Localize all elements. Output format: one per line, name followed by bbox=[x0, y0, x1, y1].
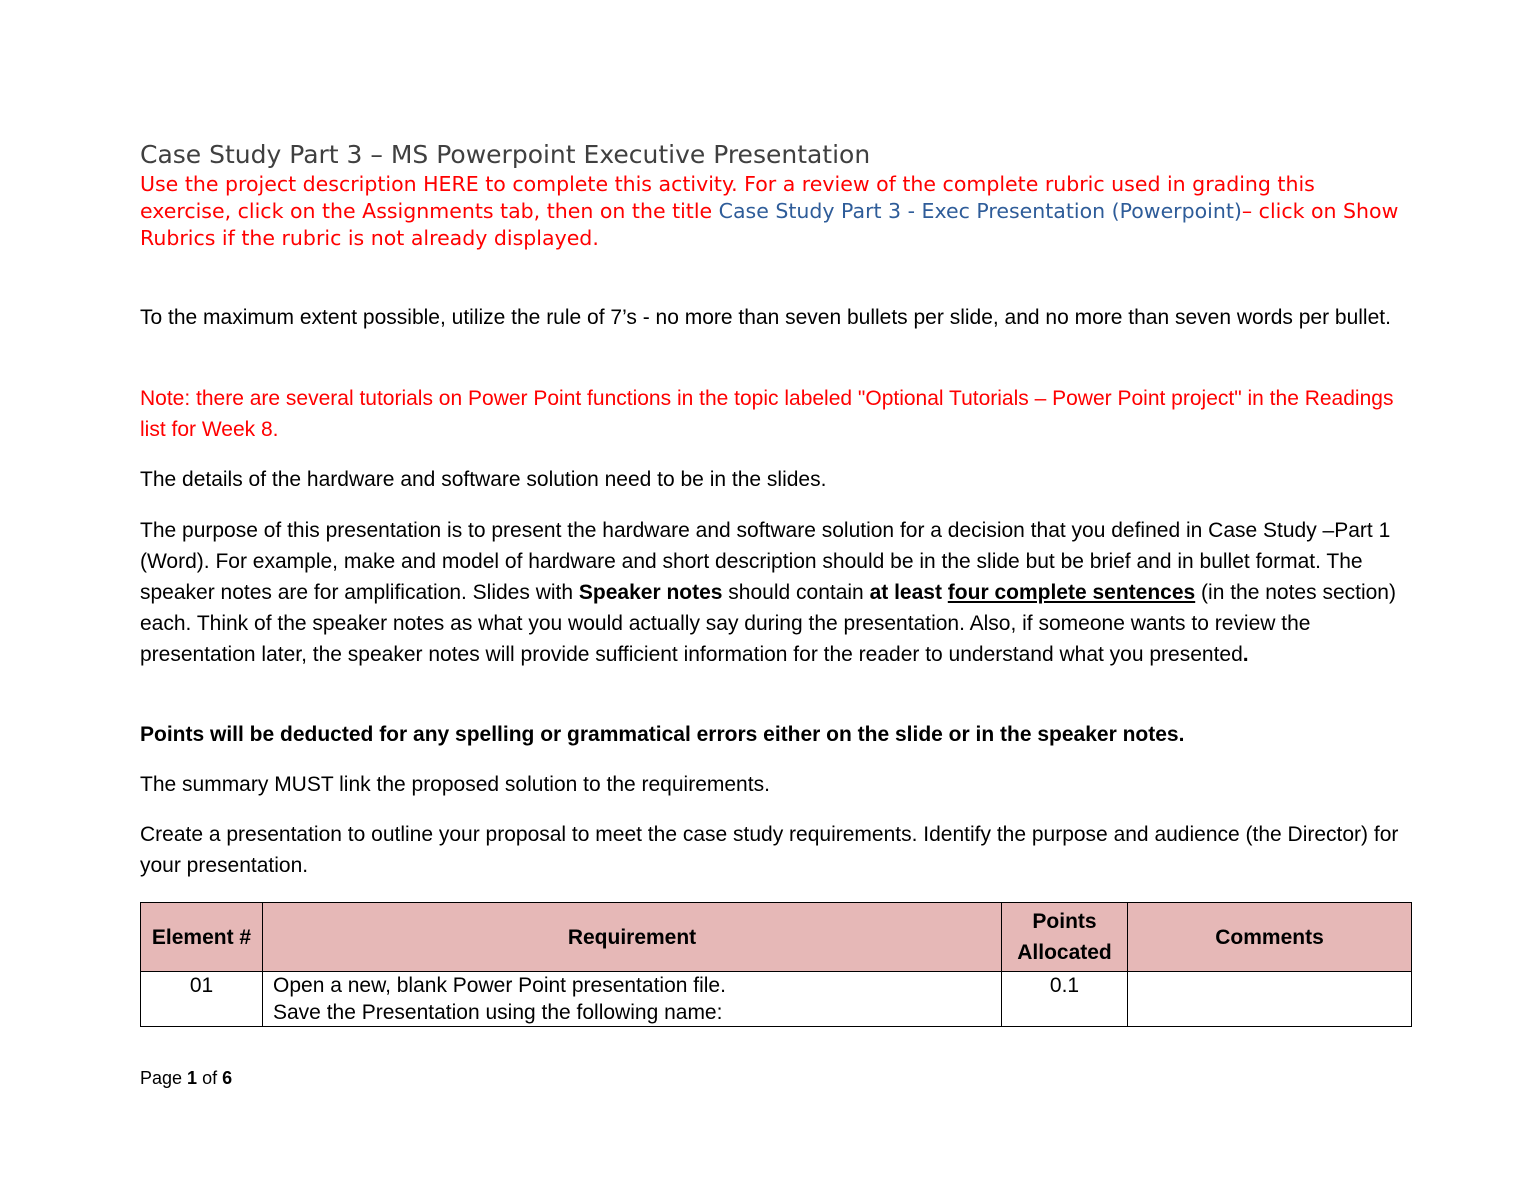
header-comments: Comments bbox=[1128, 903, 1412, 972]
page-total: 6 bbox=[222, 1068, 233, 1088]
intro-text-part1: Use the project description HERE to complete this activity. For a review of the complete rubric used in grading this exercise, click on the Assignments tab, then on the title bbox=[140, 172, 1315, 223]
header-points-allocated: Points Allocated bbox=[1002, 903, 1128, 972]
table-header-row bbox=[141, 903, 1412, 972]
four-sentences-emphasis: four complete sentences bbox=[947, 581, 1196, 604]
purpose-paragraph bbox=[140, 515, 1410, 670]
create-presentation-paragraph: Create a presentation to outline your proposal to meet the case study requirements. Identify the purpose and audience (the Director) for your presentation. bbox=[140, 823, 1399, 877]
details-paragraph: The details of the hardware and software solution need to be in the slides. bbox=[140, 468, 827, 491]
page-number: 1 bbox=[187, 1068, 198, 1088]
row-comments[interactable] bbox=[1128, 972, 1412, 1027]
page-label: Page bbox=[140, 1068, 188, 1088]
speaker-notes-emphasis: Speaker notes bbox=[578, 581, 723, 604]
rule-of-sevens-paragraph: To the maximum extent possible, utilize the rule of 7’s - no more than seven bullets per slide, and no more than seven words per bullet. bbox=[140, 306, 1391, 329]
page-footer bbox=[140, 1068, 232, 1089]
rubric-table bbox=[140, 902, 1412, 1027]
intro-text-part2: – click on Show Rubrics if the rubric is not already displayed. bbox=[140, 199, 1399, 250]
intro-instructions bbox=[140, 171, 1410, 252]
purpose-period: . bbox=[1242, 643, 1249, 666]
deduction-warning: Points will be deducted for any spelling or grammatical errors either on the slide or in the speaker notes. bbox=[140, 723, 1185, 746]
page-title: Case Study Part 3 – MS Powerpoint Executive Presentation bbox=[140, 140, 871, 169]
requirement-line: Open a new, blank Power Point presentation file. bbox=[273, 974, 726, 997]
row-requirement bbox=[263, 972, 1002, 1027]
row-element-number: 01 bbox=[141, 972, 263, 1027]
of-label: of bbox=[197, 1068, 223, 1088]
table-row bbox=[141, 972, 1412, 1027]
header-requirement: Requirement bbox=[263, 903, 1002, 972]
purpose-text-2: should contain bbox=[722, 581, 870, 604]
assignment-title-link[interactable]: Case Study Part 3 - Exec Presentation (Powerpoint) bbox=[718, 199, 1242, 223]
purpose-text-1: The purpose of this presentation is to present the hardware and software solution for a decision that you defined in Case Study –Part 1 (Word). For example, make and model of hardware and short description should be in the slide but be brief and in bullet format. The speaker notes are for amplification. Slides with bbox=[140, 519, 1391, 604]
summary-paragraph: The summary MUST link the proposed solution to the requirements. bbox=[140, 773, 770, 796]
at-least-emphasis: at least bbox=[869, 581, 948, 604]
row-points: 0.1 bbox=[1002, 972, 1128, 1027]
purpose-text-3: (in the notes section) each. Think of the speaker notes as what you would actually say during the presentation. Also, if someone wants to review the presentation later, the speaker notes will provide sufficient information for the reader to understand what you presented bbox=[140, 581, 1396, 666]
requirement-line: Save the Presentation using the following name: bbox=[273, 1001, 723, 1024]
header-element-number: Element # bbox=[141, 903, 263, 972]
tutorials-note-paragraph: Note: there are several tutorials on Power Point functions in the topic labeled "Optional Tutorials – Power Point project" in the Readings list for Week 8. bbox=[140, 387, 1394, 441]
